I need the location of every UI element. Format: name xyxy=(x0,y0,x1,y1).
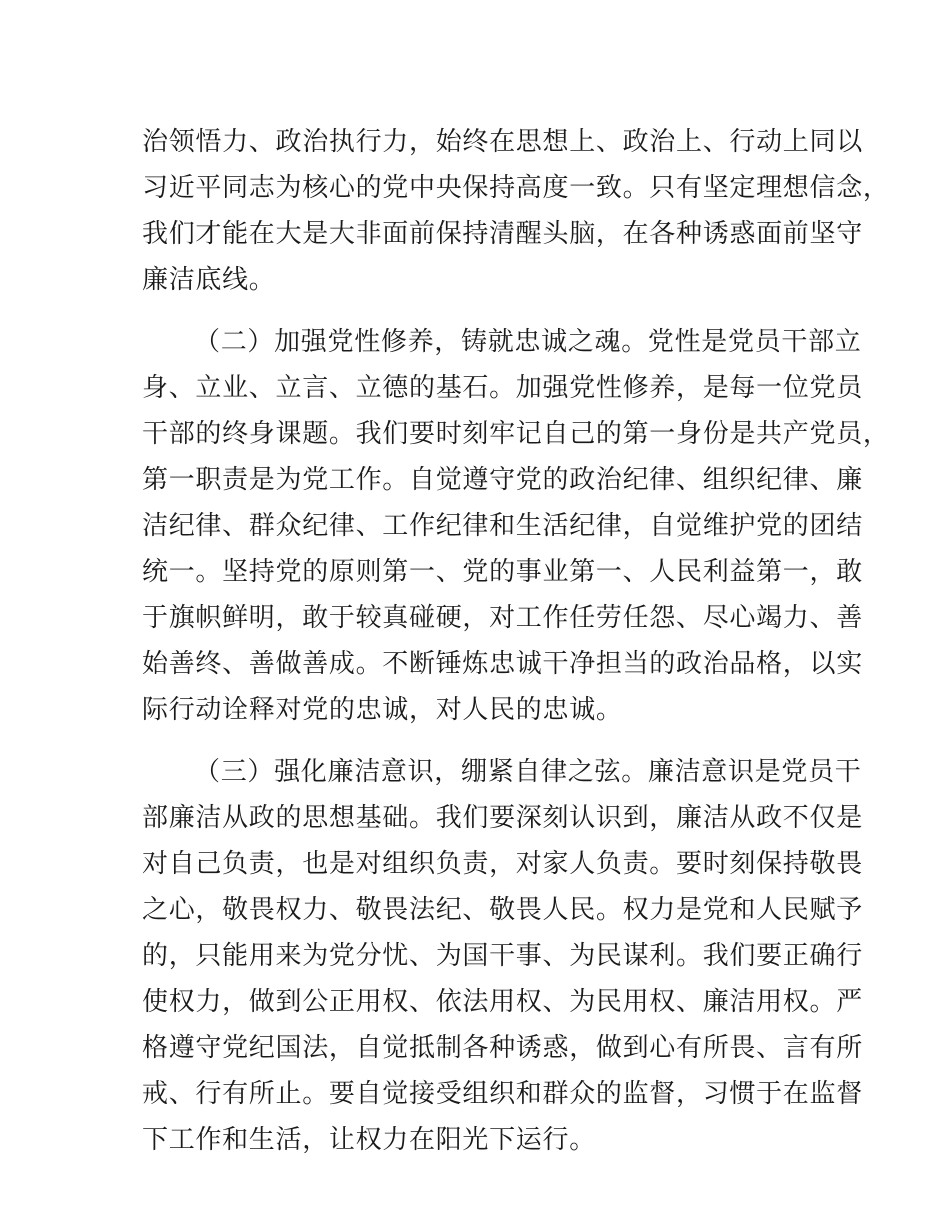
text-line: 于旗帜鲜明，敢于较真碰硬，对工作任劳任怨、尽心竭力、善 xyxy=(142,603,863,633)
text-line: 洁纪律、群众纪律、工作纪律和生活纪律，自觉维护党的团结 xyxy=(142,511,863,541)
text-line: 统一。坚持党的原则第一、党的事业第一、人民利益第一，敢 xyxy=(142,557,863,587)
text-line: 格遵守党纪国法，自觉抵制各种诱惑，做到心有所畏、言有所 xyxy=(142,1033,863,1063)
text-line: 戒、行有所止。要自觉接受组织和群众的监督，习惯于在监督 xyxy=(142,1079,863,1109)
text-line: 我们才能在大是大非面前保持清醒头脑，在各种诱惑面前坚守 xyxy=(142,219,863,249)
text-line: 身、立业、立言、立德的基石。加强党性修养，是每一位党员 xyxy=(142,373,863,403)
text-line: 际行动诠释对党的忠诚，对人民的忠诚。 xyxy=(142,695,623,725)
text-line: 的，只能用来为党分忧、为国干事、为民谋利。我们要正确行 xyxy=(142,941,863,971)
text-line: 下工作和生活，让权力在阳光下运行。 xyxy=(142,1125,596,1155)
text-line: 对自己负责，也是对组织负责，对家人负责。要时刻保持敬畏 xyxy=(142,849,863,879)
text-line: 始善终、善做善成。不断锤炼忠诚干净担当的政治品格，以实 xyxy=(142,649,863,679)
text-line: 习近平同志为核心的党中央保持高度一致。只有坚定理想信念， xyxy=(142,173,890,203)
text-line: 治领悟力、政治执行力，始终在思想上、政治上、行动上同以 xyxy=(142,127,863,157)
text-line: 干部的终身课题。我们要时刻牢记自己的第一身份是共产党员， xyxy=(142,419,890,449)
text-line: 部廉洁从政的思想基础。我们要深刻认识到，廉洁从政不仅是 xyxy=(142,803,863,833)
text-line: 之心，敬畏权力、敬畏法纪、敬畏人民。权力是党和人民赋予 xyxy=(142,895,863,925)
text-line: 廉洁底线。 xyxy=(142,265,276,295)
text-line: 第一职责是为党工作。自觉遵守党的政治纪律、组织纪律、廉 xyxy=(142,465,863,495)
paragraph-heading-line: （二）加强党性修养，铸就忠诚之魂。党性是党员干部立 xyxy=(194,327,862,357)
paragraph-heading-line: （三）强化廉洁意识，绷紧自律之弦。廉洁意识是党员干 xyxy=(194,757,862,787)
text-line: 使权力，做到公正用权、依法用权、为民用权、廉洁用权。严 xyxy=(142,987,863,1017)
